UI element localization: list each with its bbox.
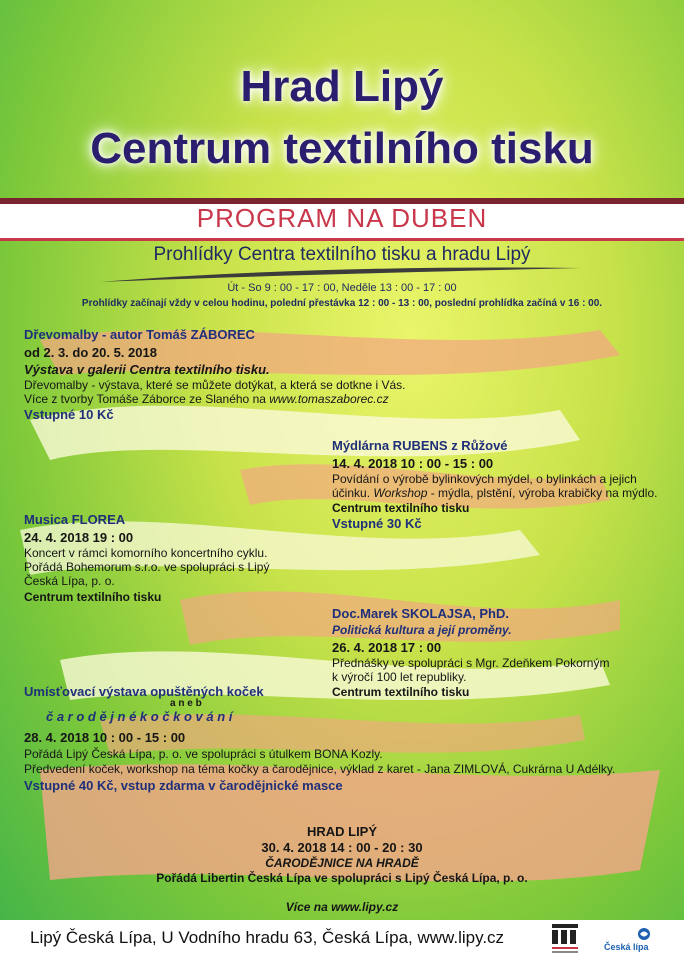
event-2-desc-2b: Workshop bbox=[373, 486, 428, 500]
event-3-desc-3: Česká Lípa, p. o. bbox=[24, 574, 115, 588]
event-3-title: Musica FLOREA bbox=[24, 512, 126, 527]
event-5-desc-1: Pořádá Lipý Česká Lípa, p. o. ve spolupráci s útulkem BONA Kozly. bbox=[24, 747, 383, 761]
event-2-desc-2 bbox=[332, 486, 657, 501]
event-6-date: 30. 4. 2018 14 : 00 - 20 : 30 bbox=[261, 840, 423, 855]
opening-hours: Út - So 9 : 00 - 17 : 00, Neděle 13 : 00 - 17 : 00 bbox=[227, 282, 457, 294]
event-1-title: Dřevomalby - autor Tomáš ZÁBOREC bbox=[24, 327, 255, 342]
event-5-subtitle: č a r o d ě j n é k o č k o v á n í bbox=[46, 709, 233, 724]
event-3-desc-1: Koncert v rámci komorního koncertního cyklu. bbox=[24, 546, 268, 560]
event-3-date: 24. 4. 2018 19 : 00 bbox=[24, 530, 134, 545]
event-5-title: Umísťovací výstava opuštěných koček bbox=[24, 684, 264, 699]
title-line-1: Hrad Lipý bbox=[240, 62, 444, 111]
opening-hours-note: Prohlídky začínají vždy v celou hodinu, polední přestávka 12 : 00 - 13 : 00, poslední prohlídka začíná v 16 : 00. bbox=[81, 298, 603, 309]
event-2-price: Vstupné 30 Kč bbox=[332, 516, 422, 531]
event-4-place: Centrum textilního tisku bbox=[332, 685, 470, 699]
band-red bbox=[0, 238, 684, 241]
event-4-title: Doc.Marek SKOLAJSA, PhD. bbox=[332, 606, 509, 621]
event-4-desc-2: k výročí 100 let republiky. bbox=[332, 670, 467, 684]
event-6-title: HRAD LIPÝ bbox=[306, 824, 378, 839]
event-1-price: Vstupné 10 Kč bbox=[24, 407, 114, 422]
event-4-date: 26. 4. 2018 17 : 00 bbox=[332, 640, 442, 655]
event-2-desc-1: Povídání o výrobě bylinkových mýdel, o bylinkách a jejich bbox=[332, 472, 637, 486]
event-4-desc-1: Přednášky ve spolupráci s Mgr. Zdeňkem Pokorným bbox=[332, 656, 610, 670]
event-2-desc-2c: - mýdla, plstění, výroba krabičky na mýdlo. bbox=[427, 486, 658, 500]
event-5-price: Vstupné 40 Kč, vstup zdarma v čarodějnické masce bbox=[24, 778, 343, 793]
event-2-title: Mýdlárna RUBENS z Růžové bbox=[332, 438, 508, 453]
program-title: PROGRAM NA DUBEN bbox=[196, 203, 488, 233]
event-5-desc-2: Předvedení koček, workshop na téma kočky a čarodějnice, výklad z karet - Jana ZIMLOVÁ, Cukrárna U Adélky. bbox=[24, 762, 616, 776]
event-1-desc-2-text: Více z tvorby Tomáše Záborce ze Slaného na bbox=[24, 392, 270, 406]
event-4-subtitle: Politická kultura a její proměny. bbox=[332, 623, 512, 637]
event-2-place: Centrum textilního tisku bbox=[332, 501, 470, 515]
event-6-desc: Pořádá Libertin Česká Lípa ve spolupráci s Lipý Česká Lípa, p. o. bbox=[156, 871, 528, 885]
event-6-subtitle: ČARODĚJNICE NA HRADĚ bbox=[265, 856, 419, 870]
event-3-place: Centrum textilního tisku bbox=[24, 590, 162, 604]
ceska-lipa-logo-icon bbox=[598, 926, 658, 942]
event-3-desc-2: Pořádá Bohemorum s.r.o. ve spolupráci s Lipý bbox=[24, 560, 270, 574]
title-line-2: Centrum textilního tisku bbox=[90, 124, 594, 173]
ceska-lipa-logo-text: Česká lípa bbox=[604, 942, 649, 952]
footer-address: Lipý Česká Lípa, U Vodního hradu 63, Česká Lípa, www.lipy.cz bbox=[30, 928, 505, 947]
event-2-date: 14. 4. 2018 10 : 00 - 15 : 00 bbox=[332, 456, 494, 471]
event-5-date: 28. 4. 2018 10 : 00 - 15 : 00 bbox=[24, 730, 186, 745]
ctt-logo-icon bbox=[548, 922, 584, 956]
subtitle: Prohlídky Centra textilního tisku a hradu Lipý bbox=[153, 244, 531, 265]
event-2-desc-2a: účinku. bbox=[332, 486, 374, 500]
event-5-aneb: a n e b bbox=[170, 698, 202, 709]
event-1-desc-2 bbox=[24, 392, 389, 407]
event-1-desc-1: Dřevomalby - výstava, které se můžete dotýkat, a která se dotkne i Vás. bbox=[24, 378, 406, 392]
more-info-link[interactable]: Více na www.lipy.cz bbox=[285, 900, 399, 914]
event-1-link[interactable]: www.tomaszaborec.cz bbox=[269, 392, 389, 406]
event-1-date: od 2. 3. do 20. 5. 2018 bbox=[24, 345, 157, 360]
swoosh-line bbox=[100, 262, 580, 284]
event-1-subtitle: Výstava v galerii Centra textilního tisku. bbox=[24, 362, 270, 377]
